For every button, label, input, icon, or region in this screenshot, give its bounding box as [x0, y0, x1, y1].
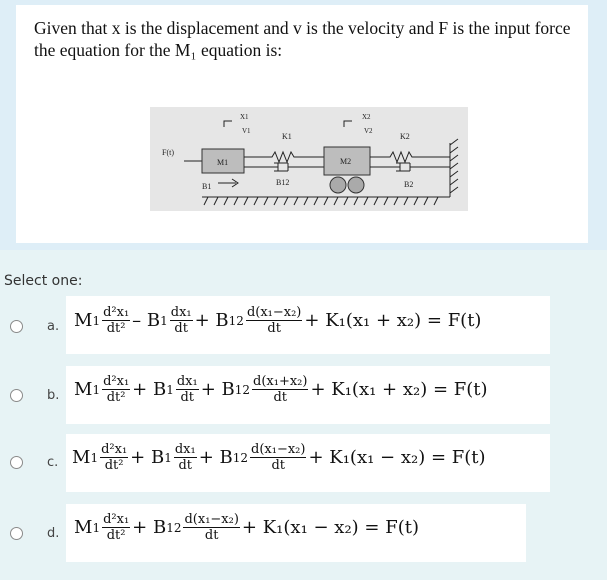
b1-label: B1 [202, 182, 212, 191]
k2-label: K2 [400, 132, 410, 141]
mechanical-system-diagram [150, 107, 468, 211]
m2-label: M2 [340, 157, 352, 166]
option-c-radio[interactable] [10, 456, 23, 469]
x2-label: X2 [362, 113, 371, 121]
diagram-svg [150, 107, 468, 211]
b12-label: B12 [276, 178, 290, 187]
option-a-radio[interactable] [10, 320, 23, 333]
v2-label: V2 [364, 127, 373, 135]
option-d-radio[interactable] [10, 527, 23, 540]
option-b-radio[interactable] [10, 389, 23, 402]
v1-label: V1 [242, 127, 251, 135]
force-label: F(t) [162, 148, 174, 157]
option-a-letter: a. [47, 319, 60, 334]
option-c-letter: c. [47, 455, 59, 470]
option-d-equation[interactable]: M 1 $\frac{\text{d²x₁}}{\text{dt²}}$ + B 12 $\frac{\text{d(x₁−x₂)}}{dt}$ + K₁(x₁ − x₂) = F(t) [74, 512, 419, 543]
m1-label: M1 [217, 158, 229, 167]
option-a-equation[interactable]: M 1 $\frac{\text{d²x₁}}{\text{dt²}}$ – B 1 $\frac{\text{dx₁}}{dt}$ + B 12 $\frac{\text{d(x₁−x₂)}}{dt}$ + K₁(x₁ + x₂) = F(t) [74, 305, 482, 336]
option-d-letter: d. [47, 526, 60, 541]
x1-label: X1 [240, 113, 249, 121]
option-b-equation[interactable]: M 1 $\frac{\text{d²x₁}}{\text{dt²}}$ + B 1 $\frac{\text{dx₁}}{dt}$ + B 12 $\frac{\text{d(x₁+x₂)}}{dt}$ + K₁(x₁ + x₂) = F(t) [74, 374, 488, 405]
k1-label: K1 [282, 132, 292, 141]
question-text: Given that x is the displacement and v is the velocity and F is the input force the equation for the M₁ equation is: [34, 18, 571, 60]
b2-label: B2 [404, 180, 414, 189]
option-b-letter: b. [47, 388, 60, 403]
option-c-equation[interactable]: M 1 $\frac{\text{d²x₁}}{\text{dt²}}$ + B 1 $\frac{\text{dx₁}}{dt}$ + B 12 $\frac{\text{d(x₁−x₂)}}{dt}$ + K₁(x₁ − x₂) = F(t) [72, 442, 486, 473]
select-one-label: Select one: [4, 273, 83, 289]
